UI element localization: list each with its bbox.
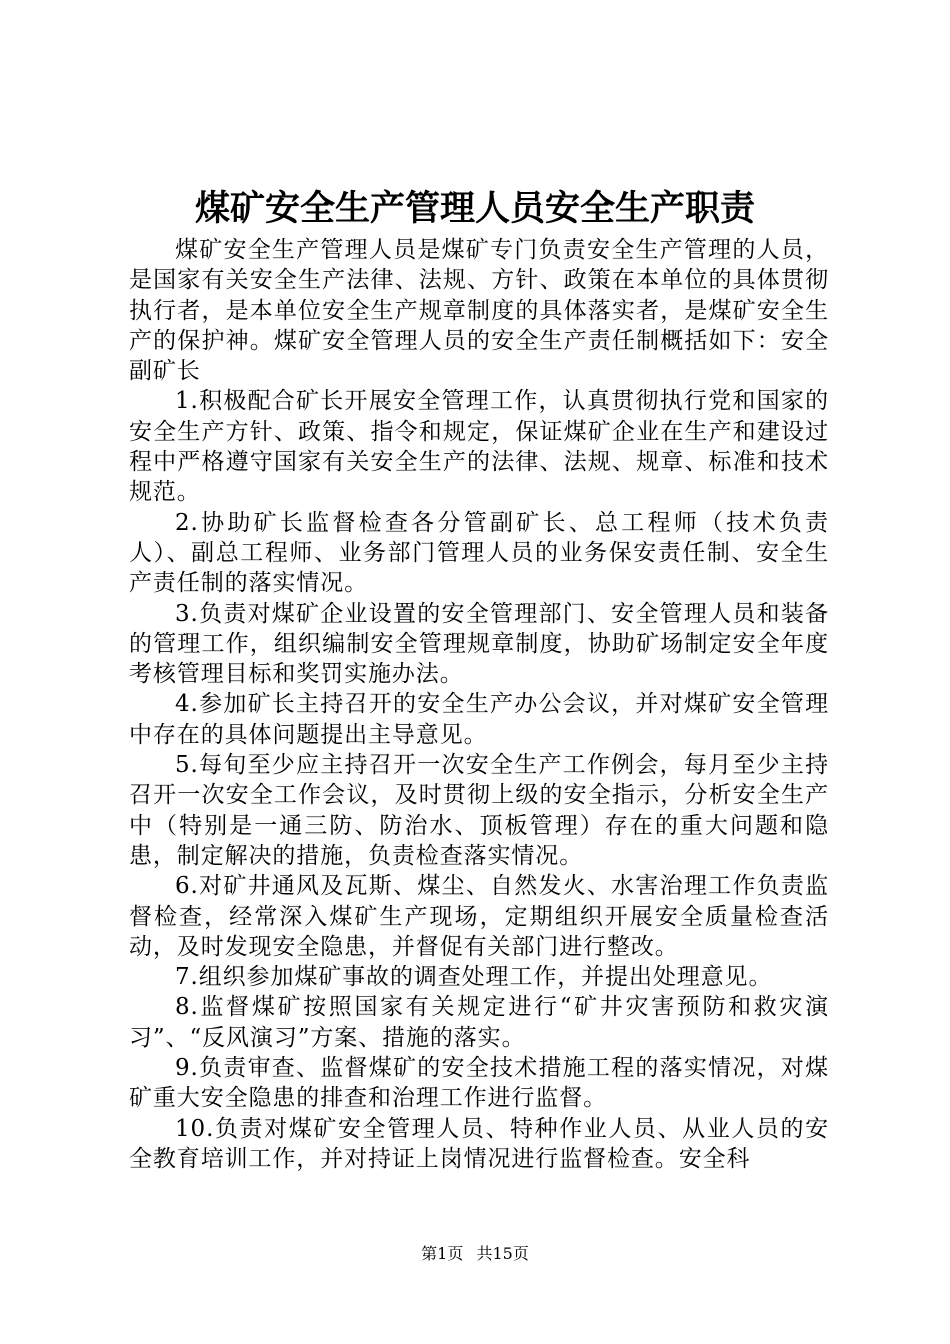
paragraph-item-8: 8.监督煤矿按照国家有关规定进行“矿井灾害预防和救灾演习”、“反风演习”方案、措施的落实。: [129, 994, 829, 1051]
paragraph-item-2: 2.协助矿长监督检查各分管副矿长、总工程师（技术负责人）、副总工程师、业务部门管理人员的业务保安责任制、安全生产责任制的落实情况。: [129, 509, 829, 597]
document-title: 煤矿安全生产管理人员安全生产职责: [194, 188, 755, 229]
paragraph-item-3: 3.负责对煤矿企业设置的安全管理部门、安全管理人员和装备的管理工作，组织编制安全管理规章制度，协助矿场制定安全年度考核管理目标和奖罚实施办法。: [129, 600, 829, 688]
paragraph-item-7: 7.组织参加煤矿事故的调查处理工作，并提出处理意见。: [175, 964, 773, 991]
paragraph-item-5: 5.每旬至少应主持召开一次安全生产工作例会，每月至少主持召开一次安全工作会议，及时贯彻上级的安全指示，分析安全生产中（特别是一通三防、防治水、顶板管理）存在的重大问题和隐患，制定解决的措施，负责检查落实情况。: [129, 752, 829, 869]
paragraph-item-9: 9.负责审查、监督煤矿的安全技术措施工程的落实情况，对煤矿重大安全隐患的排查和治理工作进行监督。: [129, 1055, 829, 1112]
paragraph-intro: 煤矿安全生产管理人员是煤矿专门负责安全生产管理的人员，是国家有关安全生产法律、法规、方针、政策在本单位的具体贯彻执行者，是本单位安全生产规章制度的具体落实者，是煤矿安全生产的保护神。煤矿安全管理人员的安全生产责任制概括如下：安全副矿长: [129, 237, 829, 385]
paragraph-item-1: 1.积极配合矿长开展安全管理工作，认真贯彻执行党和国家的安全生产方针、政策、指令和规定，保证煤矿企业在生产和建设过程中严格遵守国家有关安全生产的法律、法规、规章、标准和技术规范。: [129, 388, 829, 506]
page-number: 第1页: [421, 1244, 464, 1263]
paragraph-item-10: 10.负责对煤矿安全管理人员、特种作业人员、从业人员的安全教育培训工作，并对持证上岗情况进行监督检查。安全科: [129, 1115, 829, 1172]
page-total: 共15页: [476, 1244, 529, 1263]
paragraph-item-4: 4.参加矿长主持召开的安全生产办公会议，并对煤矿安全管理中存在的具体问题提出主导意见。: [129, 691, 829, 748]
page-footer: [0, 1243, 950, 1265]
paragraph-item-6: 6.对矿井通风及瓦斯、煤尘、自然发火、水害治理工作负责监督检查，经常深入煤矿生产现场，定期组织开展安全质量检查活动，及时发现安全隐患，并督促有关部门进行整改。: [129, 873, 829, 960]
document-body: [129, 235, 829, 1174]
